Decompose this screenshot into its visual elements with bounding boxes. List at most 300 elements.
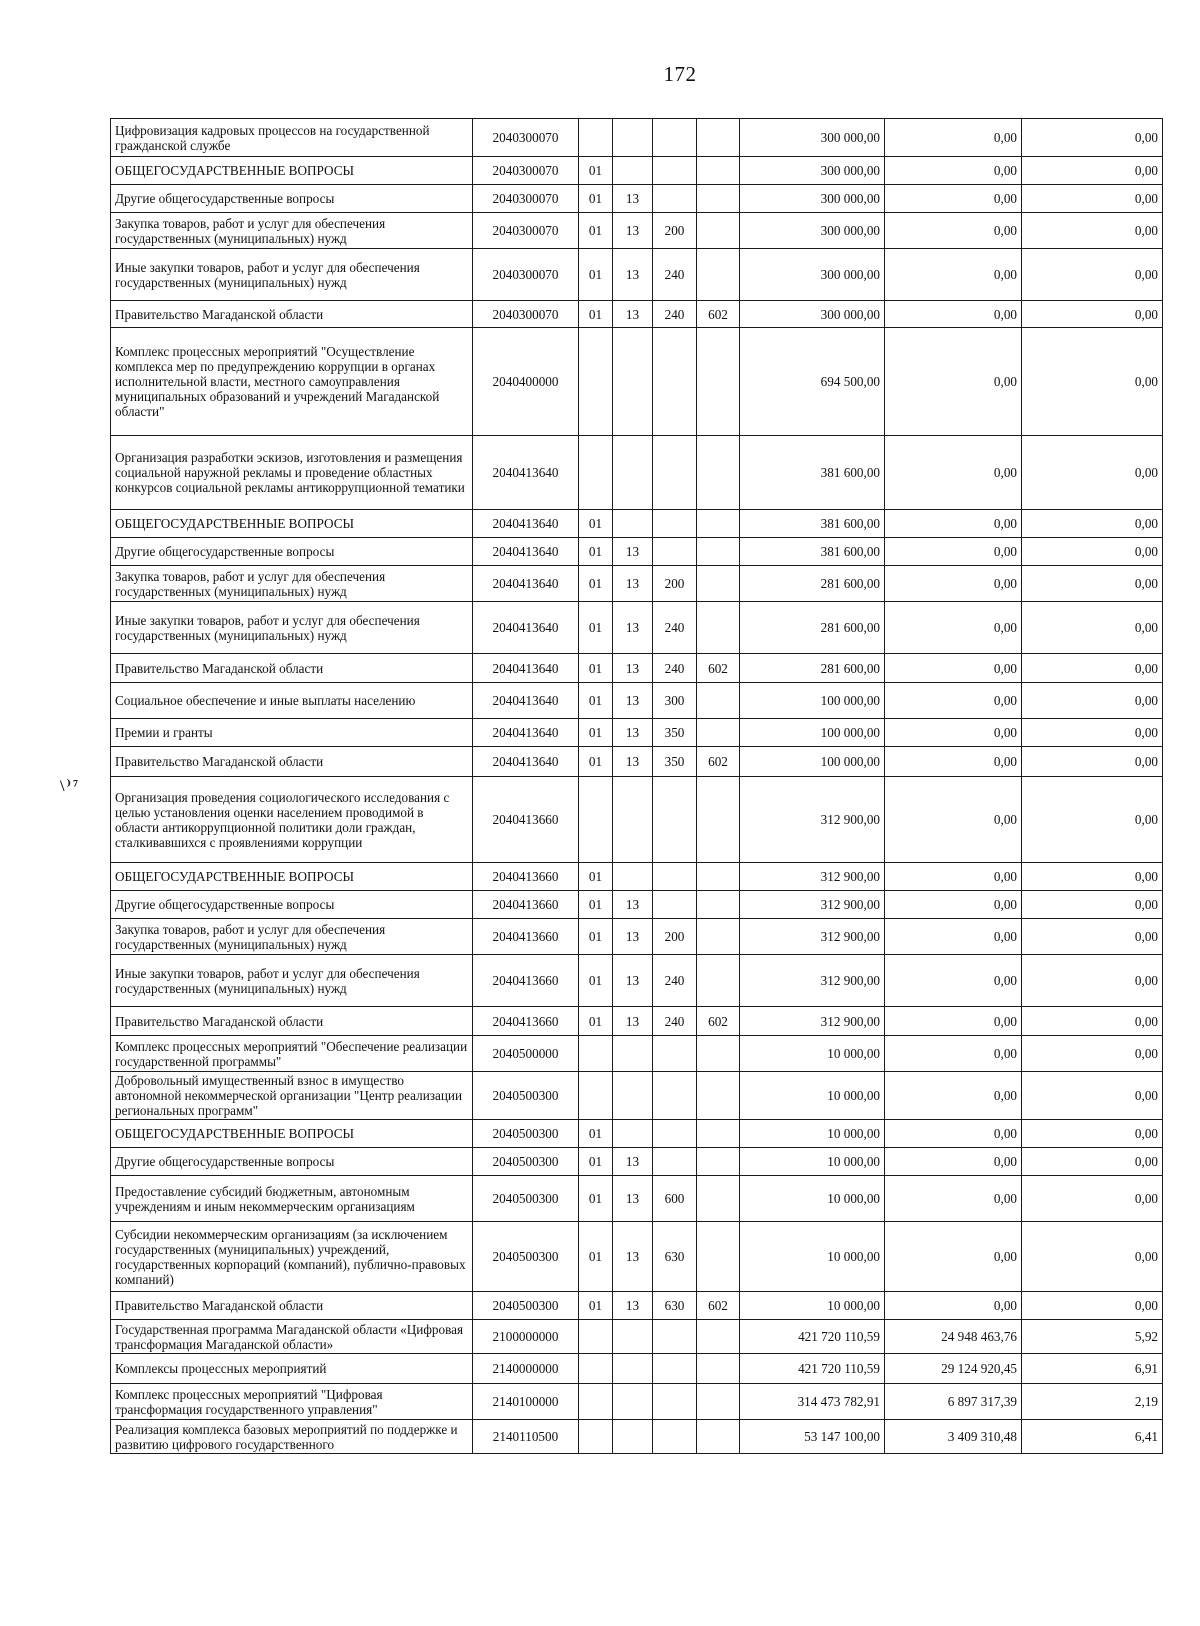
subsection-code: 13 (613, 1148, 653, 1176)
row-name: Субсидии некоммерческим организациям (за исключением государственных (муниципальных) учреждений, государственных корпораций (компаний), публично-правовых компаний) (111, 1222, 473, 1292)
table-row (111, 747, 1163, 777)
row-name: ОБЩЕГОСУДАРСТВЕННЫЕ ВОПРОСЫ (111, 1120, 473, 1148)
row-name: Другие общегосударственные вопросы (111, 891, 473, 919)
planned-amount: 281 600,00 (740, 654, 885, 683)
expense-type-code (653, 1072, 697, 1120)
table-row (111, 1420, 1163, 1454)
section-code (579, 328, 613, 436)
executed-amount: 0,00 (885, 919, 1022, 955)
expense-type-code: 240 (653, 654, 697, 683)
table-row (111, 510, 1163, 538)
subsection-code (613, 510, 653, 538)
subsection-code (613, 1354, 653, 1384)
administrator-code (697, 891, 740, 919)
administrator-code (697, 157, 740, 185)
expense-type-code (653, 1148, 697, 1176)
table-row (111, 566, 1163, 602)
table-row (111, 891, 1163, 919)
administrator-code (697, 436, 740, 510)
administrator-code: 602 (697, 1292, 740, 1320)
table-row (111, 1222, 1163, 1292)
row-name: Комплекс процессных мероприятий "Осуществление комплекса мер по предупреждению коррупции в органах исполнительной власти, местного самоуправления муниципальных образований и учреждений Магаданской области" (111, 328, 473, 436)
table-row (111, 1036, 1163, 1072)
subsection-code (613, 436, 653, 510)
expense-type-code (653, 538, 697, 566)
execution-percent: 6,41 (1022, 1420, 1163, 1454)
row-name: Организация проведения социологического исследования с целью установления оценки населением проводимой в области антикоррупционной политики доли граждан, сталкивавшихся с проявлениями коррупции (111, 777, 473, 863)
execution-percent: 0,00 (1022, 566, 1163, 602)
target-article-code: 2100000000 (473, 1320, 579, 1354)
executed-amount: 24 948 463,76 (885, 1320, 1022, 1354)
expense-type-code (653, 1120, 697, 1148)
table-row (111, 683, 1163, 719)
administrator-code (697, 538, 740, 566)
table-row (111, 863, 1163, 891)
table-row (111, 538, 1163, 566)
executed-amount: 0,00 (885, 1120, 1022, 1148)
expense-type-code (653, 1420, 697, 1454)
planned-amount: 10 000,00 (740, 1072, 885, 1120)
subsection-code (613, 1072, 653, 1120)
row-name: Комплекс процессных мероприятий "Обеспечение реализации государственной программы" (111, 1036, 473, 1072)
subsection-code (613, 119, 653, 157)
administrator-code (697, 1222, 740, 1292)
executed-amount: 6 897 317,39 (885, 1384, 1022, 1420)
planned-amount: 381 600,00 (740, 538, 885, 566)
section-code: 01 (579, 1292, 613, 1320)
section-code: 01 (579, 510, 613, 538)
table-row (111, 157, 1163, 185)
planned-amount: 312 900,00 (740, 891, 885, 919)
table-row (111, 919, 1163, 955)
execution-percent: 0,00 (1022, 1120, 1163, 1148)
planned-amount: 100 000,00 (740, 683, 885, 719)
table-row (111, 1120, 1163, 1148)
execution-percent: 0,00 (1022, 1176, 1163, 1222)
row-name: Государственная программа Магаданской области «Цифровая трансформация Магаданской области» (111, 1320, 473, 1354)
executed-amount: 0,00 (885, 301, 1022, 328)
planned-amount: 281 600,00 (740, 566, 885, 602)
administrator-code: 602 (697, 1007, 740, 1036)
row-name: Правительство Магаданской области (111, 654, 473, 683)
section-code: 01 (579, 863, 613, 891)
executed-amount: 0,00 (885, 436, 1022, 510)
execution-percent: 0,00 (1022, 119, 1163, 157)
executed-amount: 0,00 (885, 1176, 1022, 1222)
target-article-code: 2040500300 (473, 1176, 579, 1222)
table-row (111, 249, 1163, 301)
subsection-code (613, 1036, 653, 1072)
planned-amount: 300 000,00 (740, 185, 885, 213)
expense-type-code (653, 1354, 697, 1384)
target-article-code: 2140000000 (473, 1354, 579, 1384)
expense-type-code: 240 (653, 1007, 697, 1036)
expense-type-code: 630 (653, 1292, 697, 1320)
section-code: 01 (579, 538, 613, 566)
page-number: 172 (663, 62, 697, 86)
row-name: ОБЩЕГОСУДАРСТВЕННЫЕ ВОПРОСЫ (111, 157, 473, 185)
administrator-code (697, 602, 740, 654)
subsection-code (613, 1384, 653, 1420)
target-article-code: 2040300070 (473, 185, 579, 213)
row-name: Правительство Магаданской области (111, 747, 473, 777)
section-code: 01 (579, 654, 613, 683)
row-name: ОБЩЕГОСУДАРСТВЕННЫЕ ВОПРОСЫ (111, 510, 473, 538)
executed-amount: 0,00 (885, 538, 1022, 566)
execution-percent: 0,00 (1022, 1222, 1163, 1292)
section-code: 01 (579, 683, 613, 719)
row-name: Премии и гранты (111, 719, 473, 747)
row-name: Предоставление субсидий бюджетным, автономным учреждениям и иным некоммерческим организациям (111, 1176, 473, 1222)
table-row (111, 213, 1163, 249)
executed-amount: 0,00 (885, 1007, 1022, 1036)
section-code (579, 1320, 613, 1354)
executed-amount: 0,00 (885, 747, 1022, 777)
expense-type-code (653, 328, 697, 436)
execution-percent: 0,00 (1022, 328, 1163, 436)
administrator-code (697, 955, 740, 1007)
subsection-code (613, 863, 653, 891)
subsection-code (613, 777, 653, 863)
execution-percent: 0,00 (1022, 955, 1163, 1007)
executed-amount: 0,00 (885, 213, 1022, 249)
administrator-code (697, 1036, 740, 1072)
executed-amount: 0,00 (885, 891, 1022, 919)
planned-amount: 312 900,00 (740, 955, 885, 1007)
table-row (111, 1292, 1163, 1320)
expense-type-code (653, 1320, 697, 1354)
table-row (111, 1354, 1163, 1384)
subsection-code: 13 (613, 891, 653, 919)
executed-amount: 0,00 (885, 510, 1022, 538)
section-code: 01 (579, 213, 613, 249)
table-row (111, 1148, 1163, 1176)
section-code (579, 1384, 613, 1420)
section-code: 01 (579, 1222, 613, 1292)
row-name: Правительство Магаданской области (111, 301, 473, 328)
planned-amount: 300 000,00 (740, 157, 885, 185)
executed-amount: 0,00 (885, 1292, 1022, 1320)
administrator-code: 602 (697, 654, 740, 683)
section-code: 01 (579, 185, 613, 213)
target-article-code: 2040500300 (473, 1222, 579, 1292)
subsection-code: 13 (613, 747, 653, 777)
administrator-code (697, 510, 740, 538)
executed-amount: 0,00 (885, 1072, 1022, 1120)
planned-amount: 10 000,00 (740, 1148, 885, 1176)
subsection-code: 13 (613, 1007, 653, 1036)
planned-amount: 421 720 110,59 (740, 1320, 885, 1354)
target-article-code: 2040413660 (473, 777, 579, 863)
expense-type-code (653, 777, 697, 863)
expense-type-code: 630 (653, 1222, 697, 1292)
section-code: 01 (579, 1120, 613, 1148)
administrator-code (697, 1120, 740, 1148)
executed-amount: 0,00 (885, 119, 1022, 157)
expense-type-code: 240 (653, 301, 697, 328)
table-row (111, 777, 1163, 863)
subsection-code (613, 1320, 653, 1354)
subsection-code: 13 (613, 1176, 653, 1222)
executed-amount: 0,00 (885, 683, 1022, 719)
execution-percent: 0,00 (1022, 301, 1163, 328)
planned-amount: 300 000,00 (740, 213, 885, 249)
planned-amount: 100 000,00 (740, 747, 885, 777)
execution-percent: 0,00 (1022, 919, 1163, 955)
administrator-code (697, 185, 740, 213)
expense-type-code (653, 119, 697, 157)
target-article-code: 2040300070 (473, 301, 579, 328)
execution-percent: 0,00 (1022, 157, 1163, 185)
row-name: Социальное обеспечение и иные выплаты населению (111, 683, 473, 719)
execution-percent: 0,00 (1022, 719, 1163, 747)
table-row (111, 328, 1163, 436)
execution-percent: 0,00 (1022, 249, 1163, 301)
row-name: Закупка товаров, работ и услуг для обеспечения государственных (муниципальных) нужд (111, 213, 473, 249)
target-article-code: 2040413640 (473, 436, 579, 510)
administrator-code (697, 777, 740, 863)
target-article-code: 2040413640 (473, 566, 579, 602)
administrator-code (697, 1354, 740, 1384)
target-article-code: 2040500300 (473, 1292, 579, 1320)
executed-amount: 3 409 310,48 (885, 1420, 1022, 1454)
subsection-code: 13 (613, 566, 653, 602)
administrator-code (697, 1072, 740, 1120)
planned-amount: 312 900,00 (740, 1007, 885, 1036)
executed-amount: 0,00 (885, 1148, 1022, 1176)
section-code (579, 1354, 613, 1384)
administrator-code: 602 (697, 301, 740, 328)
administrator-code: 602 (697, 747, 740, 777)
execution-percent: 0,00 (1022, 602, 1163, 654)
administrator-code (697, 213, 740, 249)
margin-handwritten-mark: \ ⁾ ⁷ (60, 778, 78, 795)
planned-amount: 381 600,00 (740, 510, 885, 538)
execution-percent: 0,00 (1022, 777, 1163, 863)
target-article-code: 2040500000 (473, 1036, 579, 1072)
row-name: Иные закупки товаров, работ и услуг для обеспечения государственных (муниципальных) нужд (111, 249, 473, 301)
section-code: 01 (579, 1148, 613, 1176)
section-code: 01 (579, 955, 613, 1007)
planned-amount: 10 000,00 (740, 1292, 885, 1320)
administrator-code (697, 1148, 740, 1176)
row-name: Комплексы процессных мероприятий (111, 1354, 473, 1384)
administrator-code (697, 328, 740, 436)
subsection-code: 13 (613, 1222, 653, 1292)
execution-percent: 2,19 (1022, 1384, 1163, 1420)
executed-amount: 0,00 (885, 1222, 1022, 1292)
target-article-code: 2040413640 (473, 602, 579, 654)
executed-amount: 0,00 (885, 185, 1022, 213)
subsection-code: 13 (613, 919, 653, 955)
subsection-code: 13 (613, 654, 653, 683)
execution-percent: 0,00 (1022, 213, 1163, 249)
row-name: Добровольный имущественный взнос в имущество автономной некоммерческой организации "Центр реализации региональных программ" (111, 1072, 473, 1120)
subsection-code: 13 (613, 538, 653, 566)
expense-type-code (653, 185, 697, 213)
executed-amount: 0,00 (885, 1036, 1022, 1072)
section-code: 01 (579, 747, 613, 777)
planned-amount: 10 000,00 (740, 1222, 885, 1292)
expense-type-code (653, 157, 697, 185)
planned-amount: 300 000,00 (740, 249, 885, 301)
section-code: 01 (579, 566, 613, 602)
table-row (111, 1072, 1163, 1120)
subsection-code: 13 (613, 249, 653, 301)
expense-type-code: 200 (653, 213, 697, 249)
expense-type-code (653, 1384, 697, 1420)
execution-percent: 0,00 (1022, 654, 1163, 683)
expense-type-code: 350 (653, 719, 697, 747)
executed-amount: 0,00 (885, 719, 1022, 747)
execution-percent: 0,00 (1022, 1007, 1163, 1036)
administrator-code (697, 1176, 740, 1222)
section-code (579, 436, 613, 510)
table-row (111, 185, 1163, 213)
planned-amount: 314 473 782,91 (740, 1384, 885, 1420)
target-article-code: 2040413660 (473, 863, 579, 891)
execution-percent: 0,00 (1022, 863, 1163, 891)
expense-type-code (653, 863, 697, 891)
execution-percent: 0,00 (1022, 1292, 1163, 1320)
section-code (579, 119, 613, 157)
target-article-code: 2040300070 (473, 213, 579, 249)
target-article-code: 2040500300 (473, 1072, 579, 1120)
row-name: Комплекс процессных мероприятий "Цифровая трансформация государственного управления" (111, 1384, 473, 1420)
table-row (111, 602, 1163, 654)
row-name: Другие общегосударственные вопросы (111, 1148, 473, 1176)
subsection-code (613, 328, 653, 436)
subsection-code (613, 1420, 653, 1454)
planned-amount: 312 900,00 (740, 919, 885, 955)
expense-type-code: 240 (653, 249, 697, 301)
subsection-code (613, 1120, 653, 1148)
execution-percent: 0,00 (1022, 436, 1163, 510)
execution-percent: 0,00 (1022, 538, 1163, 566)
section-code: 01 (579, 891, 613, 919)
row-name: Иные закупки товаров, работ и услуг для обеспечения государственных (муниципальных) нужд (111, 955, 473, 1007)
section-code: 01 (579, 1007, 613, 1036)
target-article-code: 2040413640 (473, 538, 579, 566)
row-name: Другие общегосударственные вопросы (111, 538, 473, 566)
execution-percent: 6,91 (1022, 1354, 1163, 1384)
row-name: Правительство Магаданской области (111, 1007, 473, 1036)
expense-type-code: 300 (653, 683, 697, 719)
row-name: Закупка товаров, работ и услуг для обеспечения государственных (муниципальных) нужд (111, 566, 473, 602)
row-name: Иные закупки товаров, работ и услуг для обеспечения государственных (муниципальных) нужд (111, 602, 473, 654)
expense-type-code (653, 891, 697, 919)
target-article-code: 2040413660 (473, 955, 579, 1007)
subsection-code: 13 (613, 955, 653, 1007)
executed-amount: 0,00 (885, 777, 1022, 863)
expense-type-code: 200 (653, 566, 697, 602)
planned-amount: 10 000,00 (740, 1120, 885, 1148)
expense-type-code: 240 (653, 955, 697, 1007)
target-article-code: 2040413660 (473, 1007, 579, 1036)
section-code: 01 (579, 1176, 613, 1222)
executed-amount: 0,00 (885, 157, 1022, 185)
expense-type-code (653, 1036, 697, 1072)
row-name: Реализация комплекса базовых мероприятий по поддержке и развитию цифрового государственного (111, 1420, 473, 1454)
section-code: 01 (579, 919, 613, 955)
row-name: Другие общегосударственные вопросы (111, 185, 473, 213)
administrator-code (697, 566, 740, 602)
executed-amount: 0,00 (885, 249, 1022, 301)
target-article-code: 2040413640 (473, 510, 579, 538)
administrator-code (697, 249, 740, 301)
table-row (111, 719, 1163, 747)
table-row (111, 301, 1163, 328)
section-code (579, 1420, 613, 1454)
administrator-code (697, 863, 740, 891)
planned-amount: 421 720 110,59 (740, 1354, 885, 1384)
target-article-code: 2040500300 (473, 1120, 579, 1148)
execution-percent: 0,00 (1022, 683, 1163, 719)
target-article-code: 2040400000 (473, 328, 579, 436)
section-code: 01 (579, 249, 613, 301)
execution-percent: 0,00 (1022, 1072, 1163, 1120)
section-code: 01 (579, 602, 613, 654)
row-name: Правительство Магаданской области (111, 1292, 473, 1320)
section-code: 01 (579, 157, 613, 185)
executed-amount: 29 124 920,45 (885, 1354, 1022, 1384)
section-code: 01 (579, 719, 613, 747)
target-article-code: 2040300070 (473, 157, 579, 185)
execution-percent: 0,00 (1022, 1036, 1163, 1072)
expense-type-code: 240 (653, 602, 697, 654)
executed-amount: 0,00 (885, 602, 1022, 654)
planned-amount: 694 500,00 (740, 328, 885, 436)
table-row (111, 119, 1163, 157)
execution-percent: 0,00 (1022, 747, 1163, 777)
target-article-code: 2140110500 (473, 1420, 579, 1454)
administrator-code (697, 919, 740, 955)
table-row (111, 436, 1163, 510)
planned-amount: 312 900,00 (740, 863, 885, 891)
executed-amount: 0,00 (885, 955, 1022, 1007)
row-name: Закупка товаров, работ и услуг для обеспечения государственных (муниципальных) нужд (111, 919, 473, 955)
subsection-code: 13 (613, 683, 653, 719)
target-article-code: 2040413660 (473, 891, 579, 919)
administrator-code (697, 119, 740, 157)
table-row (111, 1007, 1163, 1036)
table-row (111, 955, 1163, 1007)
planned-amount: 300 000,00 (740, 119, 885, 157)
table-row (111, 1320, 1163, 1354)
planned-amount: 10 000,00 (740, 1176, 885, 1222)
subsection-code: 13 (613, 213, 653, 249)
planned-amount: 300 000,00 (740, 301, 885, 328)
administrator-code (697, 683, 740, 719)
subsection-code: 13 (613, 185, 653, 213)
target-article-code: 2040413640 (473, 683, 579, 719)
planned-amount: 381 600,00 (740, 436, 885, 510)
row-name: ОБЩЕГОСУДАРСТВЕННЫЕ ВОПРОСЫ (111, 863, 473, 891)
execution-percent: 0,00 (1022, 510, 1163, 538)
target-article-code: 2040300070 (473, 119, 579, 157)
target-article-code: 2040500300 (473, 1148, 579, 1176)
execution-percent: 0,00 (1022, 185, 1163, 213)
expense-type-code (653, 436, 697, 510)
section-code (579, 777, 613, 863)
planned-amount: 10 000,00 (740, 1036, 885, 1072)
planned-amount: 100 000,00 (740, 719, 885, 747)
subsection-code: 13 (613, 301, 653, 328)
subsection-code: 13 (613, 719, 653, 747)
target-article-code: 2040413640 (473, 654, 579, 683)
executed-amount: 0,00 (885, 328, 1022, 436)
target-article-code: 2040413640 (473, 747, 579, 777)
